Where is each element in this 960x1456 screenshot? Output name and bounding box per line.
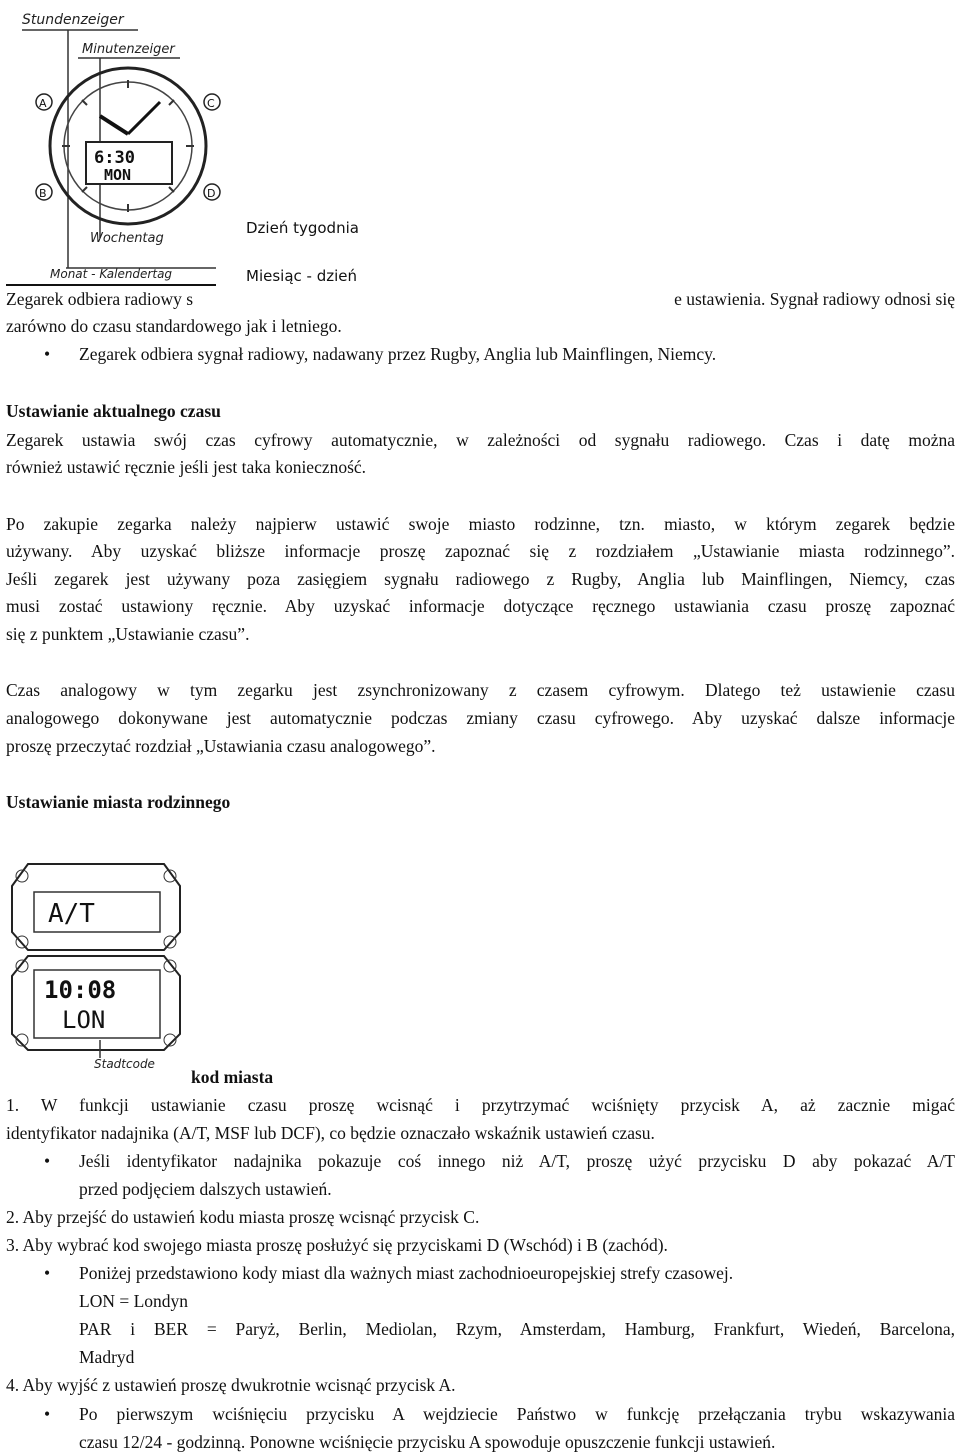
weekday-label: Wochentag	[90, 231, 164, 246]
bullet-rugby: Zegarek odbiera sygnał radiowy, nadawany przez Rugby, Anglia lub Mainflingen, Niemcy.	[79, 344, 717, 364]
intro-line-1	[6, 286, 955, 313]
bullet: •	[44, 344, 51, 364]
minute-hand-label: Minutenzeiger	[82, 42, 175, 57]
bullet: •	[44, 1263, 51, 1283]
p1-line-1: Zegarek ustawia swój czas cyfrowy automatycznie, w zależności od sygnału radiowego. Czas i datę można	[6, 430, 955, 450]
bullet: •	[44, 1151, 51, 1171]
month-day-annotation: Miesiąc - dzień	[246, 267, 358, 285]
display-time-city: 10:08	[44, 976, 117, 1004]
p2-line-5: się z punktem „Ustawianie czasu”.	[6, 624, 250, 644]
p3-line-1: Czas analogowy w tym zegarku jest zsynchronizowany z czasem cyfrowym. Dlatego też ustawienie czasu	[6, 680, 955, 700]
bullet-at-line-1: Jeśli identyfikator nadajnika pokazuje coś innego niż A/T, proszę użyć przycisku D aby pokazać A/T	[79, 1151, 955, 1171]
code-lon: LON = Londyn	[79, 1291, 189, 1311]
step-4: 4. Aby wyjść z ustawień proszę dwukrotnie wcisnąć przycisk A.	[6, 1375, 456, 1395]
bullet-12-24-line-2: czasu 12/24 - godzinną. Ponowne wciśnięcie przycisku A spowoduje opuszczenie funkcji ustawień.	[79, 1432, 776, 1452]
city-code-label: kod miasta	[191, 1067, 274, 1087]
bullet: •	[44, 1404, 51, 1424]
heading-current-time: Ustawianie aktualnego czasu	[6, 401, 221, 421]
code-par-line-2: Madryd	[79, 1347, 135, 1367]
hour-hand-label: Stundenzeiger	[22, 12, 124, 28]
weekday-annotation: Dzień tygodnia	[246, 219, 359, 237]
heading-home-city: Ustawianie miasta rodzinnego	[6, 792, 231, 812]
display-time: 6:30	[94, 148, 135, 168]
code-par-line-1: PAR i BER = Paryż, Berlin, Mediolan, Rzym, Amsterdam, Hamburg, Frankfurt, Wiedeń, Barcelona,	[79, 1319, 955, 1339]
month-day-label: Monat - Kalendertag	[50, 267, 173, 281]
bullet-codes: Poniżej przedstawiono kody miast dla ważnych miast zachodnioeuropejskiej strefy czasowej.	[79, 1263, 734, 1283]
intro-line-2: zarówno do czasu standardowego jak i letniego.	[6, 316, 342, 336]
svg-text:A: A	[39, 97, 47, 110]
step-3: 3. Aby wybrać kod swojego miasta proszę posłużyć się przyciskami D (Wschód) i B (zachód).	[6, 1235, 668, 1255]
watch-diagram-city	[4, 846, 194, 1074]
step1-line-1: 1. W funkcji ustawianie czasu proszę wcisnąć i przytrzymać wciśnięty przycisk A, aż zacznie migać	[6, 1095, 955, 1115]
p3-line-2: analogowego dokonywane jest automatycznie podczas zmiany czasu cyfrowego. Aby uzyskać dalsze informacje	[6, 708, 955, 728]
display-at: A/T	[48, 899, 95, 929]
intro-line-1-left: Zegarek odbiera radiowy s	[6, 289, 194, 309]
intro-line-1-right: e ustawienia. Sygnał radiowy odnosi się	[674, 289, 955, 309]
hour-hand	[100, 116, 128, 134]
svg-text:C: C	[207, 97, 215, 110]
watch-diagram-top	[20, 6, 230, 282]
city-display-upper	[12, 864, 180, 950]
display-city: LON	[62, 1006, 106, 1034]
p2-line-3: Jeśli zegarek jest używany poza zasięgiem sygnału radiowego z Rugby, Anglia lub Mainflingen, Niemcy, czas	[6, 569, 955, 589]
svg-text:D: D	[207, 187, 216, 200]
bullet-12-24-line-1: Po pierwszym wciśnięciu przycisku A wejdziecie Państwo w funkcję przełączania trybu wskazywania	[79, 1404, 955, 1424]
step-2: 2. Aby przejść do ustawień kodu miasta proszę wcisnąć przycisk C.	[6, 1207, 480, 1227]
svg-text:B: B	[39, 187, 47, 200]
city-display-lower	[12, 956, 180, 1050]
p2-line-1: Po zakupie zegarka należy najpierw ustawić swoje miasto rodzinne, tzn. miasto, w którym zegarek będzie	[6, 514, 955, 534]
p3-line-3: proszę przeczytać rozdział „Ustawiania czasu analogowego”.	[6, 736, 436, 756]
p2-line-4: musi zostać ustawiony ręcznie. Aby uzyskać informacje dotyczące ręcznego ustawiania czasu proszę zapoznać	[6, 596, 955, 616]
city-code-de-label: Stadtcode	[94, 1057, 155, 1071]
minute-hand	[128, 102, 160, 134]
bullet-at-line-2: przed podjęciem dalszych ustawień.	[79, 1179, 332, 1199]
step1-line-2: identyfikator nadajnika (A/T, MSF lub DCF), co będzie oznaczało wskaźnik ustawień czasu.	[6, 1123, 655, 1143]
p2-line-2: używany. Aby uzyskać bliższe informacje proszę zapoznać się z rozdziałem „Ustawianie miasta rodzinnego”.	[6, 541, 955, 561]
p1-line-2: również ustawić ręcznie jeśli jest taka konieczność.	[6, 457, 367, 477]
display-day: MON	[104, 166, 132, 184]
